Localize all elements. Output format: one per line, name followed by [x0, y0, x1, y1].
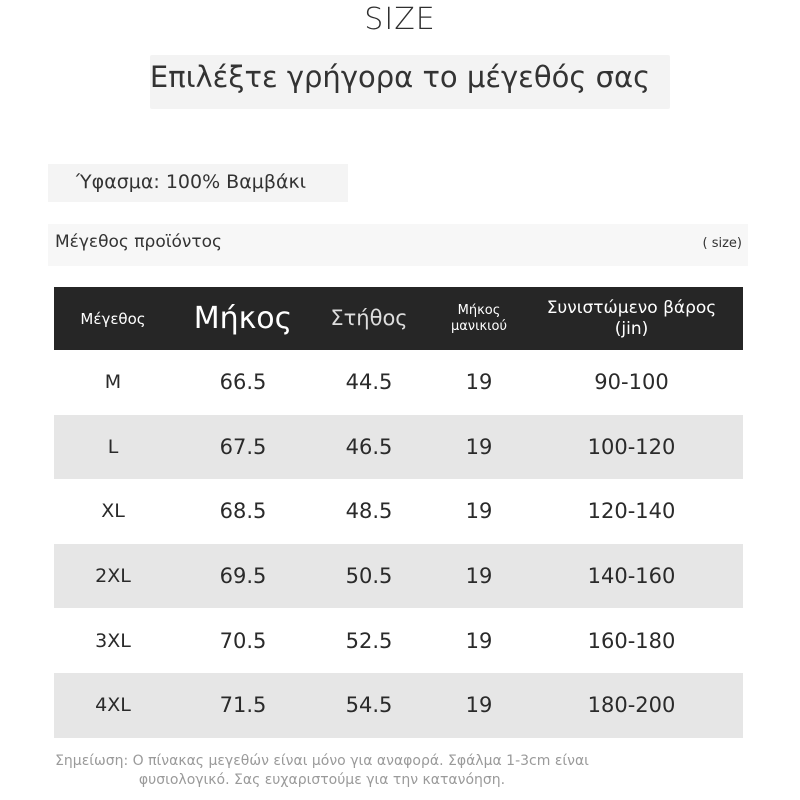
- cell-chest: 52.5: [345, 628, 393, 653]
- size-table: [54, 287, 743, 738]
- cell-size: 4XL: [95, 694, 131, 717]
- cell-sleeve: 19: [465, 370, 493, 395]
- header-length: Μήκος: [193, 300, 293, 336]
- cell-chest: 46.5: [345, 434, 393, 459]
- cell-weight: 180-200: [587, 693, 676, 718]
- header-size: Μέγεθος: [80, 309, 146, 328]
- cell-size: M: [104, 371, 122, 394]
- page-title: SIZE: [364, 2, 436, 37]
- cell-length: 67.5: [219, 434, 267, 459]
- cell-length: 69.5: [219, 564, 267, 589]
- table-row: [54, 544, 743, 609]
- cell-sleeve: 19: [465, 628, 493, 653]
- cell-sleeve: 19: [465, 564, 493, 589]
- table-row: [54, 479, 743, 544]
- table-row: [54, 350, 743, 415]
- cell-sleeve: 19: [465, 693, 493, 718]
- cell-weight: 120-140: [587, 499, 676, 524]
- header-chest: Στήθος: [330, 305, 408, 330]
- table-row: [54, 608, 743, 673]
- table-row: [54, 673, 743, 738]
- header-sleeve-length: Μήκος μανικιού: [450, 302, 508, 334]
- cell-chest: 48.5: [345, 499, 393, 524]
- header-recommended-weight: Συνιστώμενο βάρος (jin): [546, 298, 717, 339]
- size-table-header: [54, 287, 743, 350]
- cell-weight: 160-180: [587, 628, 676, 653]
- product-size-label: Μέγεθος προϊόντος: [55, 232, 222, 252]
- cell-size: L: [107, 435, 119, 458]
- cell-weight: 140-160: [587, 564, 676, 589]
- cell-chest: 44.5: [345, 370, 393, 395]
- cell-weight: 100-120: [587, 434, 676, 459]
- cell-sleeve: 19: [465, 499, 493, 524]
- cell-chest: 50.5: [345, 564, 393, 589]
- table-row: [54, 415, 743, 480]
- cell-length: 70.5: [219, 628, 267, 653]
- cell-weight: 90-100: [594, 370, 669, 395]
- cell-length: 71.5: [219, 693, 267, 718]
- cell-size: 3XL: [95, 629, 131, 652]
- cell-size: XL: [101, 500, 125, 523]
- cell-length: 68.5: [219, 499, 267, 524]
- size-note: Σημείωση: Ο πίνακας μεγεθών είναι μόνο για αναφορά. Σφάλμα 1-3cm είναι φυσιολογικό. Σας ευχαριστούμε για την κατανόηση.: [55, 753, 589, 788]
- fabric-info: Ύφασμα: 100% Βαμβάκι: [76, 171, 307, 193]
- cell-size: 2XL: [95, 565, 131, 588]
- size-unit-label: ( size): [702, 236, 742, 251]
- page-subtitle: Επιλέξτε γρήγορα το μέγεθός σας: [149, 60, 651, 94]
- cell-chest: 54.5: [345, 693, 393, 718]
- cell-sleeve: 19: [465, 434, 493, 459]
- cell-length: 66.5: [219, 370, 267, 395]
